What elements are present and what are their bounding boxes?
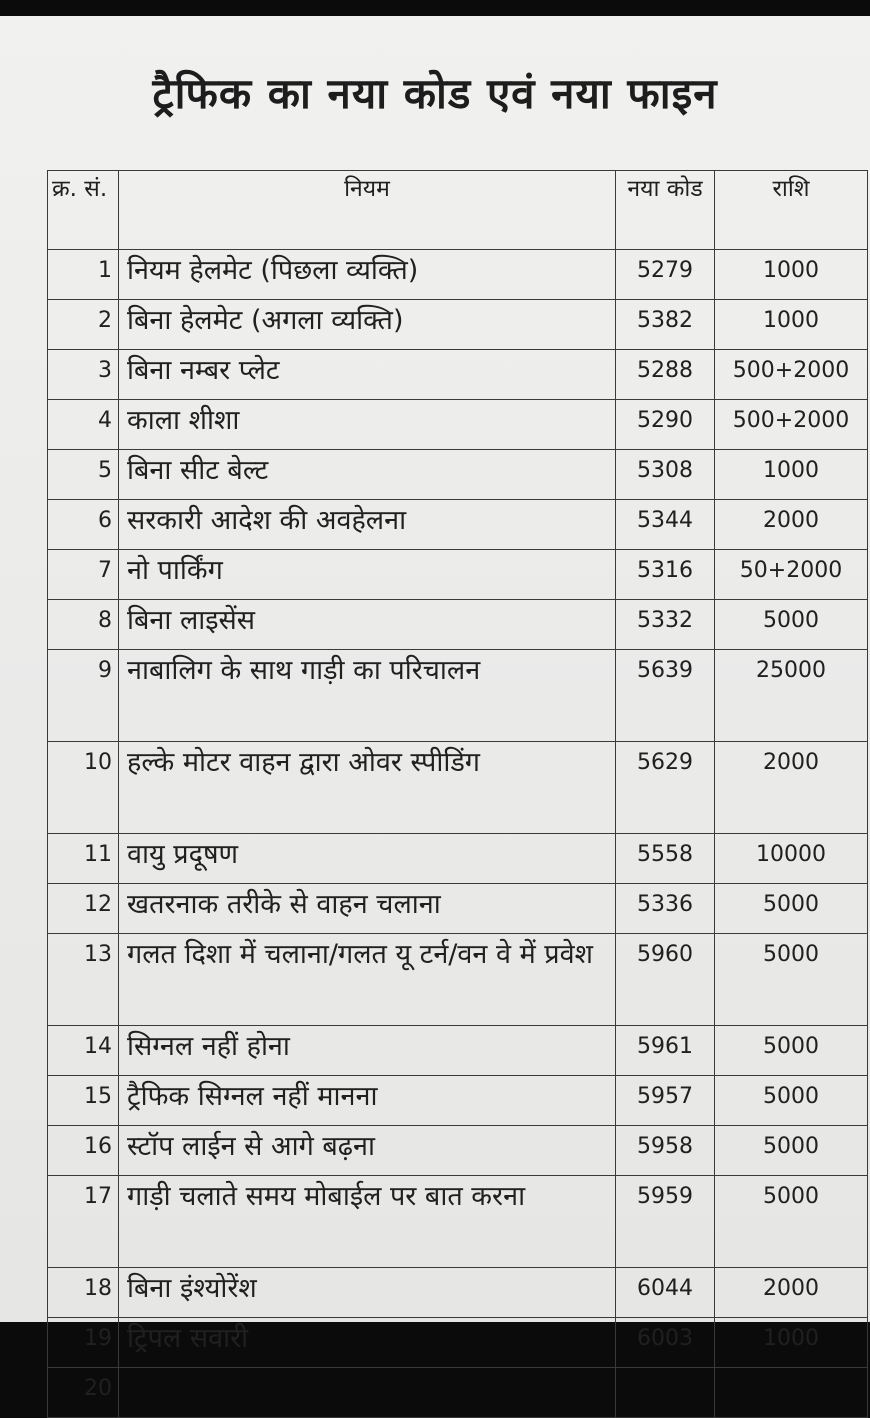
cell-rule: बिना हेलमेट (अगला व्यक्ति) [119,300,616,350]
cell-amount: 1000 [715,450,868,500]
cell-serial: 4 [48,400,119,450]
cell-amount: 5000 [715,600,868,650]
cell-rule: काला शीशा [119,400,616,450]
table-row [48,300,868,350]
cell-amount: 1000 [715,1318,868,1368]
cell-serial: 14 [48,1026,119,1076]
cell-rule: स्टॉप लाईन से आगे बढ़ना [119,1126,616,1176]
cell-rule: नो पार्किंग [119,550,616,600]
table-row [48,450,868,500]
cell-code: 5961 [616,1026,715,1076]
cell-amount: 5000 [715,884,868,934]
cell-amount: 2000 [715,1268,868,1318]
cell-code: 5288 [616,350,715,400]
cell-code: 5344 [616,500,715,550]
cell-amount: 25000 [715,650,868,742]
cell-rule [119,1368,616,1418]
cell-code: 5382 [616,300,715,350]
table-row [48,934,868,1026]
cell-code: 5332 [616,600,715,650]
cell-serial: 9 [48,650,119,742]
cell-rule: गाड़ी चलाते समय मोबाईल पर बात करना [119,1176,616,1268]
cell-serial: 1 [48,250,119,300]
page-title: ट्रैफिक का नया कोड एवं नया फाइन [152,69,718,118]
cell-code: 5629 [616,742,715,834]
cell-amount: 5000 [715,1126,868,1176]
cell-rule: नाबालिग के साथ गाड़ी का परिचालन [119,650,616,742]
cell-code: 5958 [616,1126,715,1176]
table-row [48,742,868,834]
cell-rule: बिना लाइसेंस [119,600,616,650]
cell-rule: सरकारी आदेश की अवहेलना [119,500,616,550]
cell-code: 5316 [616,550,715,600]
table-header-row [48,171,868,250]
cell-code: 5308 [616,450,715,500]
cell-serial: 18 [48,1268,119,1318]
cell-rule: ट्रैफिक सिग्नल नहीं मानना [119,1076,616,1126]
table-row [48,650,868,742]
cell-code: 5639 [616,650,715,742]
cell-amount: 1000 [715,300,868,350]
cell-serial: 2 [48,300,119,350]
cell-rule: बिना इंश्योरेंश [119,1268,616,1318]
header-code: नया कोड [616,171,715,250]
cell-code: 5336 [616,884,715,934]
table-row [48,600,868,650]
header-serial: क्र. सं. [48,171,119,250]
cell-rule: वायु प्रदूषण [119,834,616,884]
cell-serial: 7 [48,550,119,600]
cell-code: 5279 [616,250,715,300]
cell-rule: हल्के मोटर वाहन द्वारा ओवर स्पीडिंग [119,742,616,834]
table-row [48,1126,868,1176]
cell-rule: खतरनाक तरीके से वाहन चलाना [119,884,616,934]
cell-amount: 50+2000 [715,550,868,600]
cell-amount [715,1368,868,1418]
table-row [48,400,868,450]
cell-rule: बिना नम्बर प्लेट [119,350,616,400]
header-amount: राशि [715,171,868,250]
table-row [48,834,868,884]
document-page [0,16,870,1401]
cell-serial: 13 [48,934,119,1026]
cell-amount: 2000 [715,742,868,834]
cell-rule: नियम हेलमेट (पिछला व्यक्ति) [119,250,616,300]
table-row [48,1268,868,1318]
table-row [48,884,868,934]
cell-serial: 15 [48,1076,119,1126]
cell-rule: सिग्नल नहीं होना [119,1026,616,1076]
cell-serial: 10 [48,742,119,834]
cell-serial: 16 [48,1126,119,1176]
cell-serial: 19 [48,1318,119,1368]
cell-code: 5960 [616,934,715,1026]
cell-code [616,1368,715,1418]
table-row [48,1076,868,1126]
cell-amount: 2000 [715,500,868,550]
table-row [48,1176,868,1268]
cell-rule: गलत दिशा में चलाना/गलत यू टर्न/वन वे में प्रवेश [119,934,616,1026]
cell-amount: 5000 [715,1026,868,1076]
cell-code: 6044 [616,1268,715,1318]
cell-rule: ट्रिपल सवारी [119,1318,616,1368]
cell-serial: 17 [48,1176,119,1268]
table-row [48,1368,868,1418]
cell-amount: 1000 [715,250,868,300]
cell-serial: 20 [48,1368,119,1418]
table-row [48,250,868,300]
cell-code: 5959 [616,1176,715,1268]
table-row [48,500,868,550]
header-rule: नियम [119,171,616,250]
cell-serial: 8 [48,600,119,650]
table-row [48,1318,868,1368]
cell-amount: 10000 [715,834,868,884]
cell-code: 6003 [616,1318,715,1368]
cell-amount: 5000 [715,1176,868,1268]
cell-code: 5957 [616,1076,715,1126]
cell-amount: 500+2000 [715,400,868,450]
cell-amount: 5000 [715,934,868,1026]
cell-serial: 12 [48,884,119,934]
table-row [48,550,868,600]
cell-rule: बिना सीट बेल्ट [119,450,616,500]
table-row [48,1026,868,1076]
cell-amount: 5000 [715,1076,868,1126]
cell-serial: 6 [48,500,119,550]
cell-serial: 5 [48,450,119,500]
cell-serial: 3 [48,350,119,400]
cell-serial: 11 [48,834,119,884]
cell-amount: 500+2000 [715,350,868,400]
fines-table [47,170,868,1418]
table-row [48,350,868,400]
cell-code: 5558 [616,834,715,884]
cell-code: 5290 [616,400,715,450]
